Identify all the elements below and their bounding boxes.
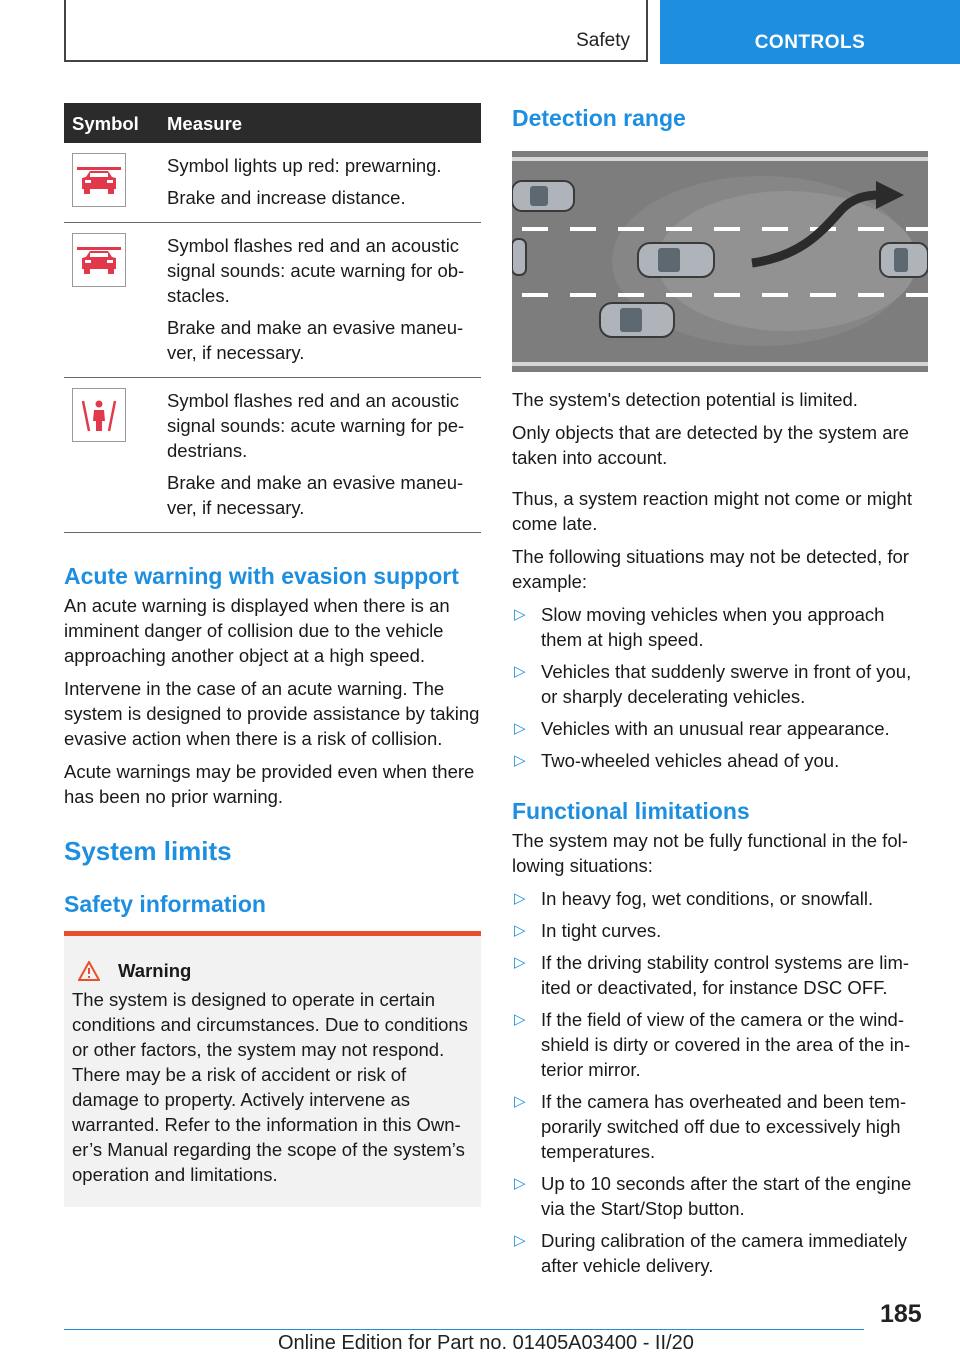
measure-text: Brake and make an evasive maneuver, if necessary. xyxy=(167,317,464,363)
list-item: ▷ During calibration of the camera immediately after vehicle delivery. xyxy=(514,1230,908,1276)
list-item: ▷ Vehicles with an unusual rear appearance. xyxy=(514,718,890,739)
triangle-bullet-icon: ▷ xyxy=(514,954,526,971)
warning-text: The system is designed to operate in certain conditions and circumstances. Due to conditions or other factors, the system may not respond. There may be a risk of accident or risk of damage to property. Actively intervene as warranted. Refer to the information in this Owner’s Manual regarding the scope of the system’s operation and limitations. xyxy=(72,989,468,1185)
detection-heading: Detection range xyxy=(512,105,686,131)
footer-divider xyxy=(64,1329,864,1330)
footer-edition: Online Edition for Part no. 01405A03400 - II/20 xyxy=(278,1332,694,1354)
list-item: ▷ In heavy fog, wet conditions, or snowfall. xyxy=(514,888,874,909)
detection-list xyxy=(512,602,928,773)
safety-information-heading: Safety information xyxy=(64,891,266,917)
chapter-label: CONTROLS xyxy=(754,32,866,53)
table-header-row xyxy=(64,103,481,143)
triangle-bullet-icon: ▷ xyxy=(514,1011,526,1028)
functional-intro: The system may not be fully functional in the following situations: xyxy=(512,830,908,876)
symbol-table xyxy=(64,103,481,533)
list-item: ▷ Two-wheeled vehicles ahead of you. xyxy=(514,750,840,771)
detection-paragraph: The system's detection potential is limited. xyxy=(512,389,858,410)
table-row xyxy=(64,378,481,533)
triangle-bullet-icon: ▷ xyxy=(514,1093,526,1110)
triangle-bullet-icon: ▷ xyxy=(514,922,526,939)
detection-paragraph: Thus, a system reaction might not come or might come late. xyxy=(512,488,912,534)
evasion-paragraph: An acute warning is displayed when there is an imminent danger of collision due to the vehicle approaching another object at a high speed. xyxy=(64,595,450,666)
measure-text: Symbol lights up red: prewarning. xyxy=(167,155,442,176)
evasion-heading: Acute warning with evasion support xyxy=(64,563,459,589)
list-item: ▷ Vehicles that suddenly swerve in front of you, or sharply decelerating vehicles. xyxy=(514,661,912,707)
chapter-tab xyxy=(660,0,960,64)
triangle-bullet-icon: ▷ xyxy=(514,720,526,737)
right-column xyxy=(512,103,928,1285)
list-item: ▷ In tight curves. xyxy=(514,920,662,941)
evasion-paragraph: Intervene in the case of an acute warning. The system is designed to provide assistance by taking evasive action when there is a risk of collision. xyxy=(64,678,480,749)
list-item: ▷ If the driving stability control systems are limited or deactivated, for instance DSC OFF. xyxy=(514,952,910,998)
table-row xyxy=(64,223,481,378)
measure-text: Symbol flashes red and an acoustic signal sounds: acute warning for pedestrians. xyxy=(167,390,465,461)
triangle-bullet-icon: ▷ xyxy=(514,890,526,907)
detection-range-illustration xyxy=(512,151,928,372)
list-item: ▷ If the field of view of the camera or the windshield is dirty or covered in the area of the interior mirror. xyxy=(514,1009,911,1080)
evasion-paragraph: Acute warnings may be provided even when there has been no prior warning. xyxy=(64,761,475,807)
triangle-bullet-icon: ▷ xyxy=(514,663,526,680)
triangle-bullet-icon: ▷ xyxy=(514,1175,526,1192)
page-number: 185 xyxy=(880,1300,922,1328)
functional-list xyxy=(512,886,928,1278)
measure-text: Brake and make an evasive maneuver, if necessary. xyxy=(167,472,464,518)
measure-text: Brake and increase distance. xyxy=(167,187,406,208)
system-limits-heading: System limits xyxy=(64,836,232,866)
list-item: ▷ Slow moving vehicles when you approach them at high speed. xyxy=(514,604,885,650)
list-item: ▷ If the camera has overheated and been temporarily switched off due to excessively high temperatures. xyxy=(514,1091,907,1162)
column-header-symbol: Symbol xyxy=(64,103,167,143)
warning-label: Warning xyxy=(118,960,192,981)
header-bar xyxy=(64,0,648,62)
triangle-bullet-icon: ▷ xyxy=(514,606,526,623)
warning-triangle-icon xyxy=(78,961,100,981)
detection-paragraph: Only objects that are detected by the system are taken into account. xyxy=(512,422,909,468)
warning-box xyxy=(64,931,481,1207)
measure-text: Symbol flashes red and an acoustic signal sounds: acute warning for obstacles. xyxy=(167,235,465,306)
pedestrian-warning-icon xyxy=(72,388,126,442)
functional-limitations-heading: Functional limitations xyxy=(512,798,750,824)
column-header-measure: Measure xyxy=(167,103,481,143)
car-warning-icon xyxy=(72,153,126,207)
car-warning-icon xyxy=(72,233,126,287)
detection-paragraph: The following situations may not be detected, for example: xyxy=(512,546,909,592)
section-title: Safety xyxy=(576,30,630,51)
table-row xyxy=(64,143,481,223)
list-item: ▷ Up to 10 seconds after the start of the engine via the Start/Stop button. xyxy=(514,1173,912,1219)
triangle-bullet-icon: ▷ xyxy=(514,752,526,769)
left-column xyxy=(64,103,481,1207)
triangle-bullet-icon: ▷ xyxy=(514,1232,526,1249)
